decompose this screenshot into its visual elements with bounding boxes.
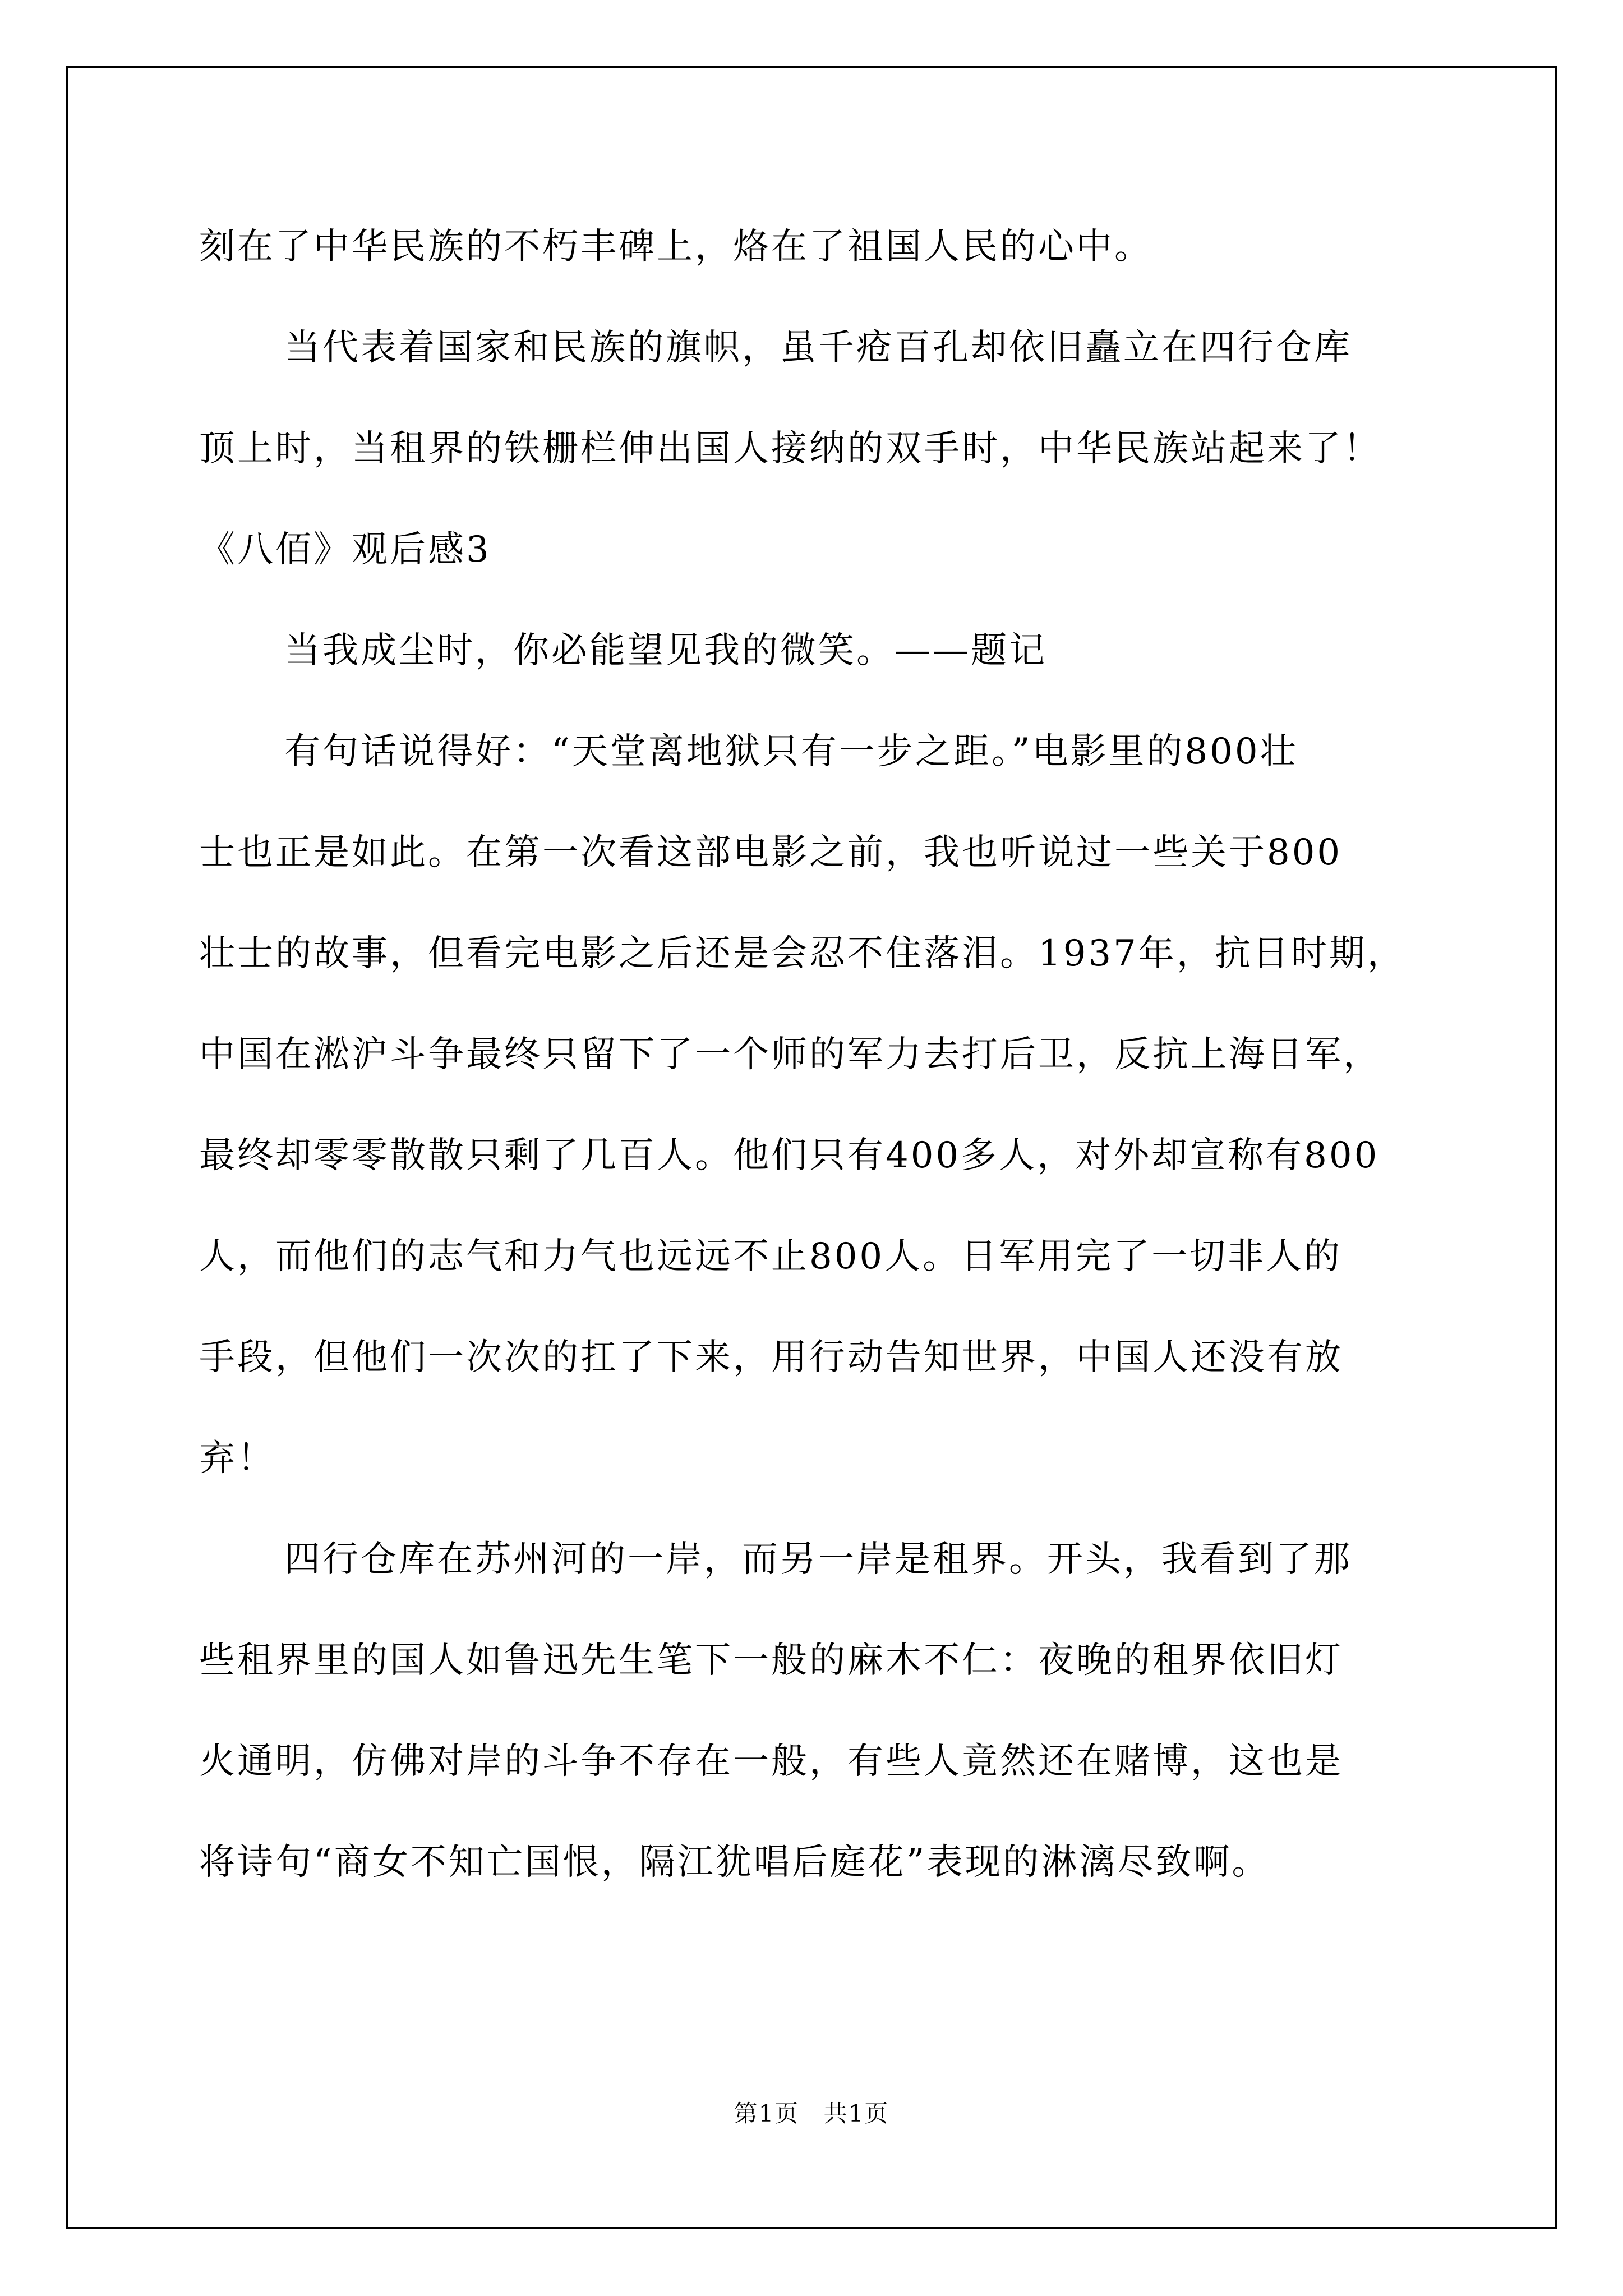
paragraph-line: 士也正是如此。在第一次看这部电影之前，我也听说过一些关于800	[199, 832, 1343, 873]
paragraph-line: 四行仓库在苏州河的一岸，而另一岸是租界。开头，我看到了那	[284, 1539, 1352, 1580]
paragraph-line: 中国在淞沪斗争最终只留下了一个师的军力去打后卫，反抗上海日军，	[199, 1034, 1381, 1075]
paragraph-line: 当代表着国家和民族的旗帜，虽千疮百孔却依旧矗立在四行仓库	[284, 327, 1352, 369]
paragraph-line: 顶上时，当租界的铁栅栏伸出国人接纳的双手时，中华民族站起来了！	[199, 428, 1381, 470]
section-title: 《八佰》观后感3	[199, 529, 491, 570]
paragraph-line: 有句话说得好：“天堂离地狱只有一步之距。”电影里的800壮	[284, 731, 1298, 772]
page-total: 共1页	[823, 2100, 889, 2127]
paragraph-line: 壮士的故事，但看完电影之后还是会忍不住落泪。1937年，抗日时期，	[199, 933, 1405, 974]
paragraph-line: 人，而他们的志气和力气也远远不止800人。日军用完了一切非人的	[199, 1236, 1343, 1277]
paragraph-line: 些租界里的国人如鲁迅先生笔下一般的麻木不仁：夜晚的租界依旧灯	[199, 1640, 1343, 1681]
paragraph-line: 弃！	[199, 1438, 275, 1479]
paragraph-line: 刻在了中华民族的不朽丰碑上，烙在了祖国人民的心中。	[199, 226, 1152, 268]
document-body	[199, 219, 1433, 1935]
paragraph-line: 最终却零零散散只剩了几百人。他们只有400多人，对外却宣称有800	[199, 1135, 1380, 1176]
page-number: 第1页	[734, 2100, 800, 2127]
page-footer	[0, 2095, 1623, 2129]
paragraph-line: 将诗句“商女不知亡国恨，隔江犹唱后庭花”表现的淋漓尽致啊。	[199, 1842, 1270, 1883]
epigraph: 当我成尘时，你必能望见我的微笑。——题记	[284, 630, 1047, 671]
paragraph-line: 火通明，仿佛对岸的斗争不存在一般，有些人竟然还在赌博，这也是	[199, 1741, 1343, 1782]
paragraph-line: 手段，但他们一次次的扛了下来，用行动告知世界，中国人还没有放	[199, 1337, 1343, 1378]
